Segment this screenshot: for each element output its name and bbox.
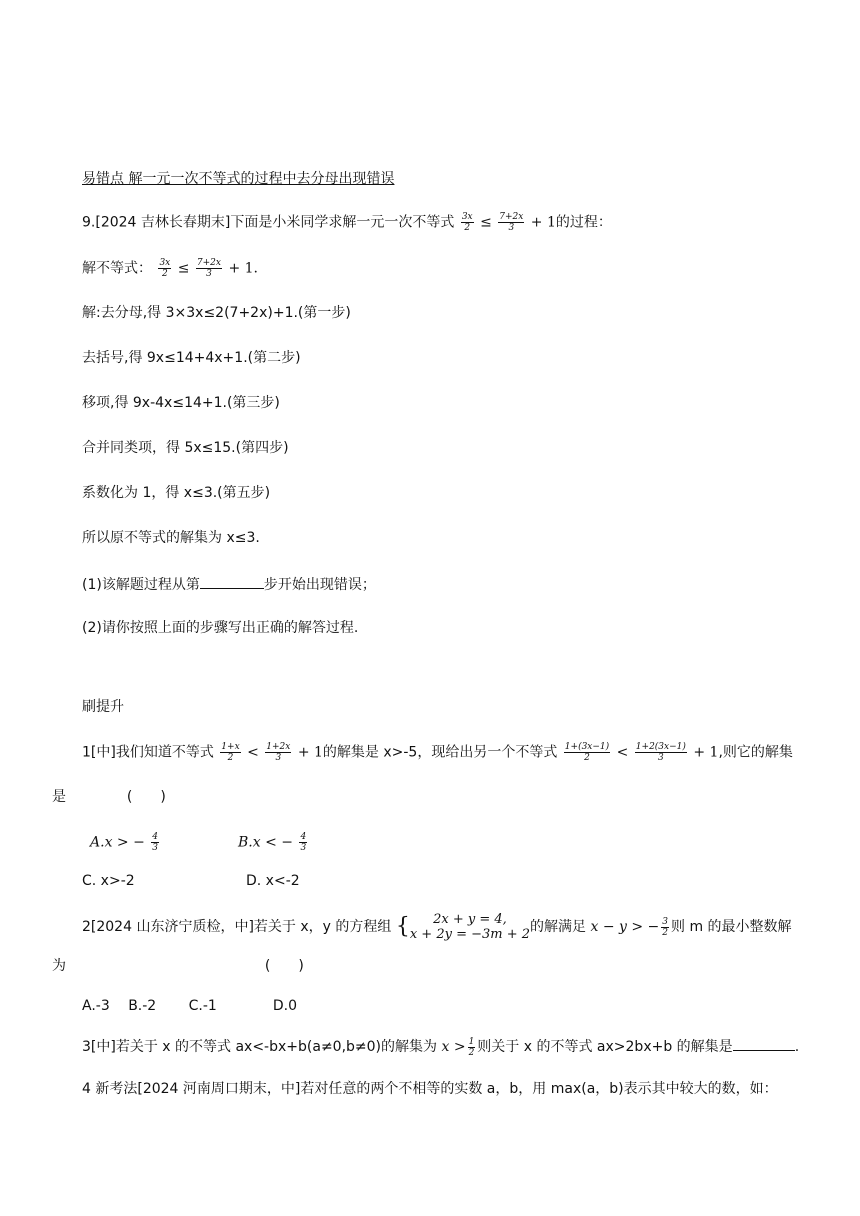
q9-solve-lhs: $\frac{3x}{2}$ <box>159 258 171 279</box>
q9-intro-suffix: 的过程： <box>555 214 612 231</box>
q2-line2 <box>52 957 304 975</box>
q9-sub2: (2)请你按照上面的步骤写出正确的解答过程. <box>82 620 359 636</box>
q1-option-a <box>90 832 161 853</box>
q1-ineq2-rhs: $\frac{1+2(3x-1)}{3}$ <box>635 742 686 763</box>
q3-blank[interactable] <box>733 1036 795 1051</box>
q9-intro-prefix: 9.[2024 吉林长春期末]下面是小米同学求解一元一次不等式 <box>82 214 455 231</box>
q9-ineq-op: ≤ <box>480 214 492 231</box>
q1-prefix: 1[中]我们知道不等式 <box>82 744 214 761</box>
q1-option-c: C. x>-2 <box>82 873 135 889</box>
q9-step2: 去括号,得 9x≤14+4x+1.(第二步) <box>82 350 301 366</box>
q9-solve-line <box>82 258 258 279</box>
q2-cond: x − y > − <box>590 919 660 935</box>
q1-ineq1-op: < <box>247 744 259 761</box>
q2-middle: 的解满足 <box>530 919 587 935</box>
section2-heading: 刷提升 <box>82 699 124 715</box>
q9-conclusion: 所以原不等式的解集为 x≤3. <box>82 530 260 546</box>
q9-intro <box>82 212 612 233</box>
q1-ineq2-tail: + 1 <box>693 744 719 761</box>
q3-prefix: 3[中]若关于 x 的不等式 ax<-bx+b(a≠0,b≠0)的解集为 <box>82 1039 438 1055</box>
q1-suffix: ,则它的解集 <box>718 744 793 761</box>
q3-expr: x > <box>441 1039 466 1055</box>
q9-solve-tail: + 1. <box>228 260 258 277</box>
section-heading: 易错点 解一元一次不等式的过程中去分母出现错误 <box>82 171 395 187</box>
q1-middle: 的解集是 x>-5，现给出另一个不等式 <box>322 744 558 761</box>
q3-line <box>82 1036 799 1058</box>
q9-step1: 解:去分母,得 3×3x≤2(7+2x)+1.(第一步) <box>82 305 351 321</box>
q2-line1 <box>82 912 792 942</box>
q2-prefix: 2[2024 山东济宁质检，中]若关于 x，y 的方程组 <box>82 919 392 935</box>
q1-paren: ( ) <box>126 789 166 805</box>
q3-frac: $\frac{1}{2}$ <box>468 1036 475 1058</box>
q1-ineq1-tail: + 1 <box>297 744 323 761</box>
q2-equation-system: { 2x + y = 4, x + 2y = −3m + 2 <box>395 912 531 942</box>
q9-solve-op: ≤ <box>177 260 190 277</box>
q1-option-a-frac: $\frac{4}{3}$ <box>152 832 159 853</box>
q9-step3: 移项,得 9x-4x≤14+1.(第三步) <box>82 395 280 411</box>
q1-line2 <box>52 788 166 806</box>
q1-ineq1-rhs: $\frac{1+2x}{3}$ <box>266 742 291 763</box>
q2-cond-frac: $\frac{3}{2}$ <box>662 916 669 938</box>
q1-option-b <box>238 832 309 853</box>
q9-ineq-rhs: $\frac{7+2x}{3}$ <box>499 212 524 233</box>
q1-option-b-expr: x < − <box>252 834 294 851</box>
q1-option-b-frac: $\frac{4}{3}$ <box>300 832 307 853</box>
q9-sub1 <box>82 574 376 594</box>
q9-solve-rhs: $\frac{7+2x}{3}$ <box>196 258 221 279</box>
q9-step5: 系数化为 1，得 x≤3.(第五步) <box>82 485 271 501</box>
q1-line1 <box>82 742 793 763</box>
q2-line2-text: 为 <box>52 958 66 974</box>
q9-ineq-tail: + 1 <box>530 214 556 231</box>
q2-options: A.-3 B.-2 C.-1 D.0 <box>82 998 297 1014</box>
q1-ineq2-op: < <box>616 744 629 761</box>
q1-ineq2-lhs: $\frac{1+(3x-1)}{2}$ <box>564 742 610 763</box>
q1-ineq1-lhs: $\frac{1+x}{2}$ <box>221 742 240 763</box>
q1-option-b-label: B. <box>238 834 253 851</box>
q9-sub1-suffix: 步开始出现错误； <box>263 577 376 593</box>
q3-suffix: 则关于 x 的不等式 ax>2bx+b 的解集是 <box>477 1039 733 1055</box>
q1-option-d: D. x<-2 <box>246 873 300 889</box>
q1-line2-text: 是 <box>52 789 66 805</box>
q9-ineq-lhs: $\frac{3x}{2}$ <box>461 212 473 233</box>
q1-option-a-expr: x > − <box>104 834 145 851</box>
q9-step4: 合并同类项，得 5x≤15.(第四步) <box>82 440 289 456</box>
q9-sub1-blank[interactable] <box>200 574 264 589</box>
q2-suffix: 则 m 的最小整数解 <box>671 919 792 935</box>
q9-sub1-prefix: (1)该解题过程从第 <box>82 577 200 593</box>
q2-paren: ( ) <box>264 958 304 974</box>
q4-text: 4 新考法[2024 河南周口期末，中]若对任意的两个不相等的实数 a，b，用 max(a，b)表示其中较大的数，如： <box>82 1081 778 1097</box>
q9-solve-label: 解不等式： <box>82 260 152 277</box>
q1-option-a-label: A. <box>90 834 105 851</box>
q3-end: . <box>794 1039 800 1055</box>
